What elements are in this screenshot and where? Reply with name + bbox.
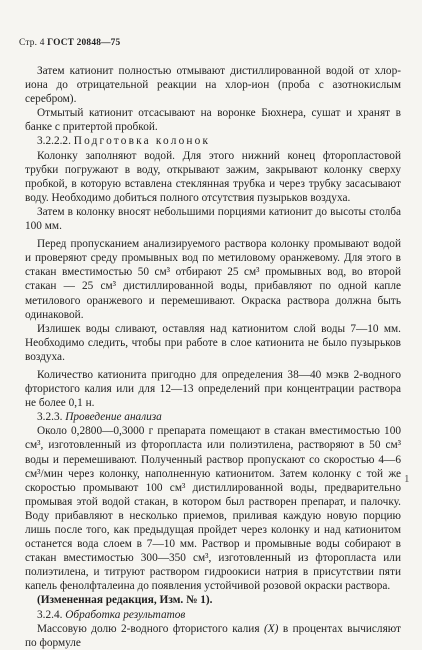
paragraph: Количество катионита пригодно для определения 38—40 мэкв 2-водного фтористого калия или для 12—13 определений при концентрации раствора не более 0,1 н. xyxy=(25,368,401,410)
paragraph: Перед пропусканием анализируемого раствора колонку промывают водой и проверяют среду промывных вод по метиловому оранжевому. Для этого в стакан вместимостью 50 см³ отбирают 25 см³ промывных вод, во второй стакан — 25 см³ дистиллированной воды, прибавляют по одной капле метилового оранжевого и перемешивают. Окраска раствора должна быть одинаковой. xyxy=(25,238,401,321)
document-body xyxy=(25,64,401,650)
paragraph: Около 0,2800—0,3000 г препарата помещают в стакан вместимостью 100 см³, изготовленный из фторопласта или полиэтилена, растворяют в 50 см³ воды и перемешивают. Полученный раствор пропускают со скоростью 4—6 см³/мин через колонку, наполненную катионитом. Затем колонку с той же скоростью промывают 100 см³ дистиллированной воды, предварительно промывая этой водой стакан, в котором был растворен препарат, и палочку. Воду прибавляют в несколько приемов, приливая каждую новую порцию лишь после того, как предыдущая пройдет через колонку и над катионитом останется вода слоем в 7—10 мм. Раствор и промывные воды собирают в стакан вместимостью 300—350 см³, изготовленный из фторопласта или полиэтилена, и титруют раствором гидроокиси натрия в присутствии пяти капель фенолфталеина до появления устойчивой розовой окраски раствора. xyxy=(25,425,401,593)
margin-mark: 1 xyxy=(404,473,410,485)
section-number: 3.2.2.2. xyxy=(37,135,71,148)
section-number: 3.2.3. xyxy=(37,411,63,424)
section-number: 3.2.4. xyxy=(37,608,63,621)
section-title: Обработка результатов xyxy=(65,608,186,621)
section-heading xyxy=(25,410,401,424)
paragraph: Затем в колонку вносят небольшими порциями катионит до высоты столба 100 мм. xyxy=(25,205,401,233)
amendment-note: (Измененная редакция, Изм. № 1). xyxy=(37,594,213,607)
paragraph-text: Массовую долю 2-водного фтористого калия xyxy=(37,622,260,635)
page-number: Стр. 4 xyxy=(19,38,45,48)
paragraph: Затем катионит полностью отмывают дистиллированной водой от хлор-иона до отрицательной реакции на хлор-ион (проба с азотнокислым серебром). xyxy=(25,65,401,106)
section-title: Подготовка колонок xyxy=(73,135,211,148)
paragraph: Отмытый катионит отсасывают на воронке Бюхнера, сушат и хранят в банке с притертой пробкой. xyxy=(25,107,401,134)
standard-code: ГОСТ 20848—75 xyxy=(47,38,121,48)
paragraph-text: в процентах вычисляют по формуле xyxy=(25,622,401,649)
paragraph: Излишек воды сливают, оставляя над катионитом слой воды 7—10 мм. Необходимо следить, чтобы при работе в слое катионита не было пузырьков воздуха. xyxy=(25,322,401,363)
section-heading xyxy=(25,608,401,622)
section-heading xyxy=(25,134,401,148)
paragraph: Колонку заполняют водой. Для этого нижний конец фторопластовой трубки погружают в воду, открывают зажим, закрывают колонку сверху пробкой, в которую вставлена стеклянная трубка и через трубку засасывают воду. Необходимо добиться полного отсутствия пузырьков воздуха. xyxy=(25,149,401,204)
page-header xyxy=(19,37,120,49)
variable-symbol: (X) xyxy=(263,622,279,635)
section-title: Проведение анализа xyxy=(65,411,162,424)
